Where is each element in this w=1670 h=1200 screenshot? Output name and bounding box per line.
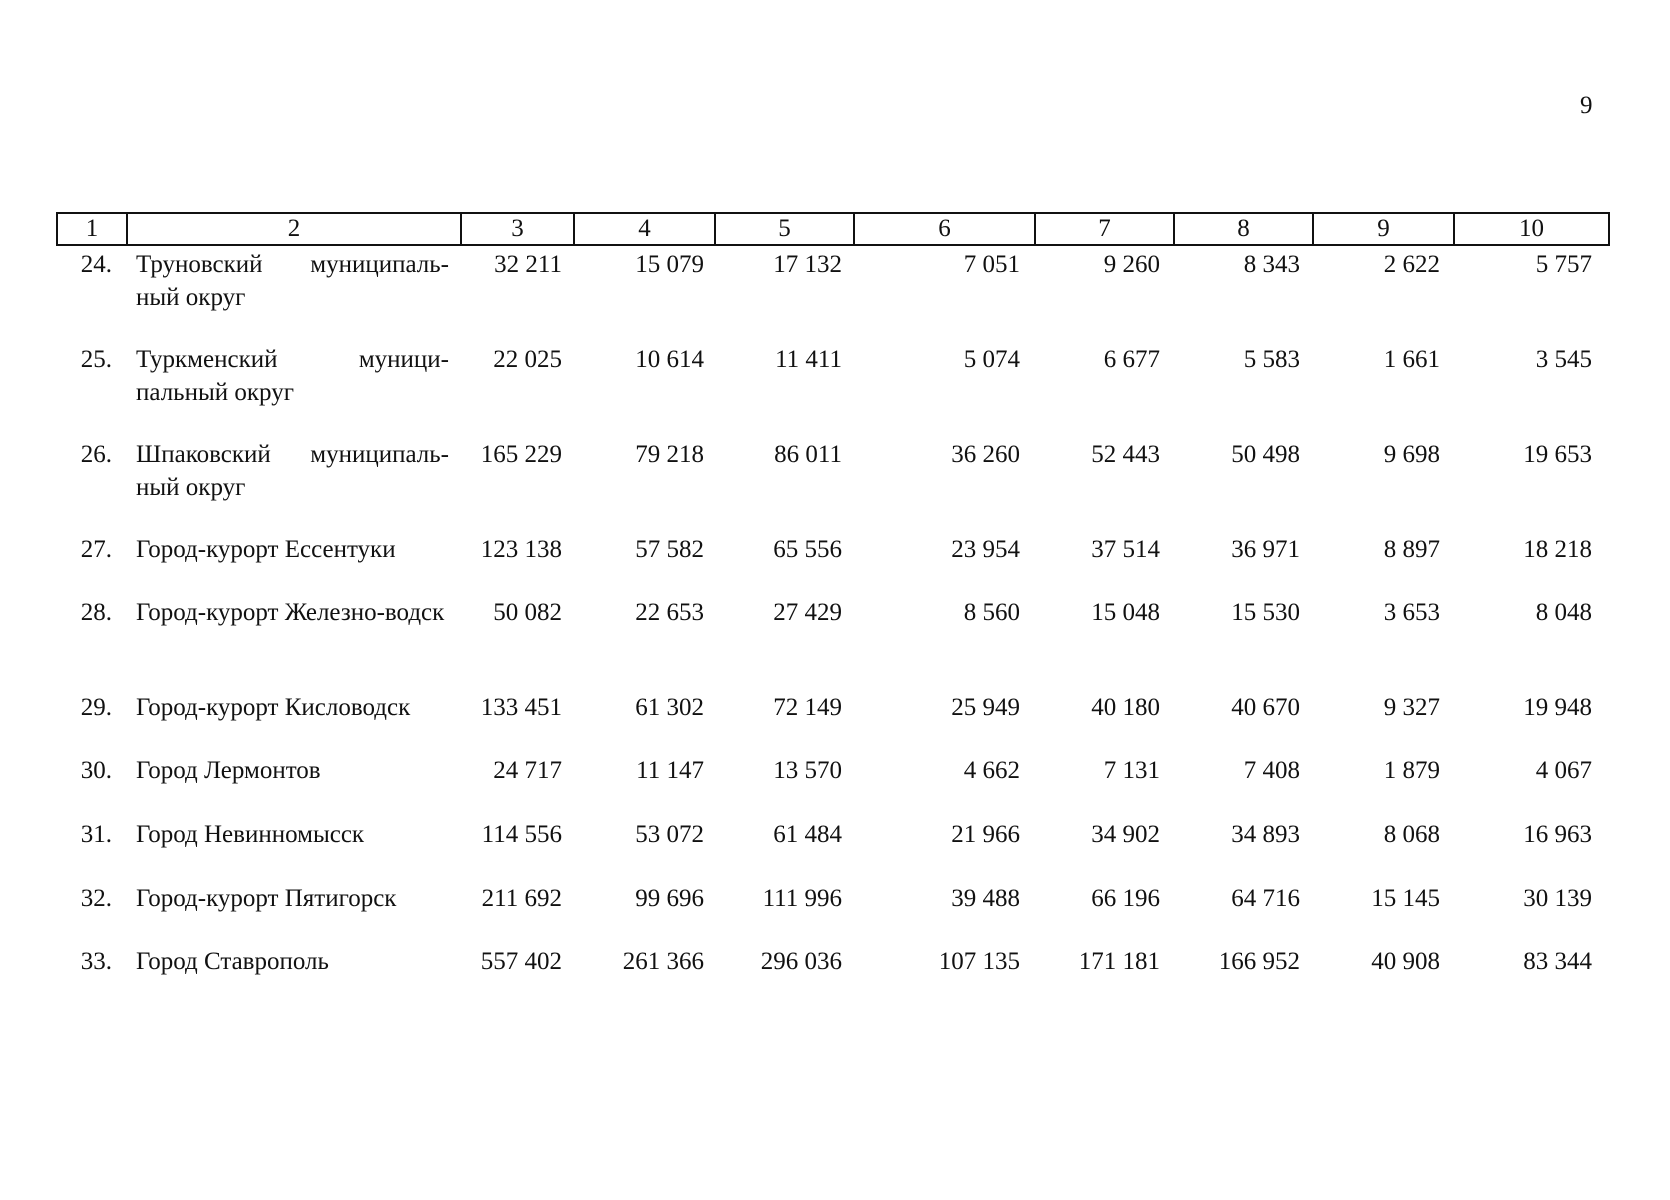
value-col-3: 24 717 (493, 757, 562, 784)
header-cell-7: 7 (1035, 213, 1174, 245)
value-col-10: 4 067 (1535, 757, 1592, 784)
value-col-3: 114 556 (481, 821, 562, 848)
value-col-8: 8 343 (1243, 251, 1300, 278)
row-number: 24. (80, 251, 112, 278)
value-col-10: 16 963 (1523, 821, 1592, 848)
value-col-7: 66 196 (1091, 885, 1160, 912)
value-col-10: 8 048 (1535, 599, 1592, 626)
value-col-5: 13 570 (773, 757, 842, 784)
value-col-10: 3 545 (1535, 346, 1592, 373)
value-col-5: 296 036 (760, 948, 842, 975)
value-col-6: 5 074 (963, 346, 1020, 373)
value-col-4: 57 582 (635, 536, 704, 563)
value-col-6: 107 135 (938, 948, 1020, 975)
municipality-name: Город-курорт Пятигорск (136, 885, 397, 912)
row-number: 26. (80, 441, 112, 468)
header-cell-5: 5 (715, 213, 854, 245)
value-col-6: 21 966 (951, 821, 1020, 848)
header-cell-10: 10 (1454, 213, 1609, 245)
value-col-8: 166 952 (1218, 948, 1300, 975)
value-col-7: 37 514 (1091, 536, 1160, 563)
value-col-5: 72 149 (773, 694, 842, 721)
value-col-9: 9 698 (1383, 441, 1440, 468)
value-col-8: 7 408 (1243, 757, 1300, 784)
value-col-4: 79 218 (635, 441, 704, 468)
value-col-10: 19 653 (1523, 441, 1592, 468)
row-number: 30. (80, 757, 112, 784)
value-col-8: 36 971 (1231, 536, 1300, 563)
value-col-9: 2 622 (1383, 251, 1440, 278)
municipality-name: Город Ставрополь (136, 948, 329, 975)
value-col-4: 61 302 (635, 694, 704, 721)
value-col-4: 99 696 (635, 885, 704, 912)
value-col-4: 10 614 (635, 346, 704, 373)
value-col-6: 36 260 (951, 441, 1020, 468)
value-col-4: 11 147 (636, 757, 704, 784)
value-col-4: 261 366 (622, 948, 704, 975)
value-col-5: 65 556 (773, 536, 842, 563)
value-col-7: 7 131 (1103, 757, 1160, 784)
value-col-4: 22 653 (635, 599, 704, 626)
municipality-name: Туркменский муници-пальный округ (136, 346, 449, 406)
value-col-9: 40 908 (1371, 948, 1440, 975)
value-col-6: 4 662 (963, 757, 1020, 784)
value-col-6: 23 954 (951, 536, 1020, 563)
municipality-name: Город Лермонтов (136, 757, 321, 784)
value-col-5: 86 011 (774, 441, 842, 468)
municipality-name: Город Невинномысск (136, 821, 365, 848)
value-col-10: 83 344 (1523, 948, 1592, 975)
value-col-4: 15 079 (635, 251, 704, 278)
value-col-8: 5 583 (1243, 346, 1300, 373)
header-row (57, 213, 1609, 245)
value-col-9: 1 879 (1383, 757, 1440, 784)
value-col-6: 7 051 (963, 251, 1020, 278)
value-col-9: 15 145 (1371, 885, 1440, 912)
value-col-7: 40 180 (1091, 694, 1160, 721)
header-cell-1: 1 (57, 213, 127, 245)
row-number: 31. (80, 821, 112, 848)
value-col-8: 50 498 (1231, 441, 1300, 468)
value-col-10: 5 757 (1535, 251, 1592, 278)
value-col-5: 61 484 (773, 821, 842, 848)
value-col-6: 39 488 (951, 885, 1020, 912)
value-col-7: 34 902 (1091, 821, 1160, 848)
value-col-7: 9 260 (1103, 251, 1160, 278)
value-col-9: 8 068 (1383, 821, 1440, 848)
value-col-3: 557 402 (480, 948, 562, 975)
header-cell-6: 6 (854, 213, 1035, 245)
value-col-6: 25 949 (951, 694, 1020, 721)
value-col-3: 165 229 (480, 441, 562, 468)
value-col-3: 123 138 (480, 536, 562, 563)
header-cell-3: 3 (461, 213, 574, 245)
value-col-3: 211 692 (481, 885, 562, 912)
value-col-3: 133 451 (480, 694, 562, 721)
value-col-8: 34 893 (1231, 821, 1300, 848)
value-col-10: 18 218 (1523, 536, 1592, 563)
value-col-8: 40 670 (1231, 694, 1300, 721)
value-col-5: 11 411 (775, 346, 842, 373)
header-cell-4: 4 (574, 213, 715, 245)
value-col-5: 111 996 (762, 885, 842, 912)
value-col-9: 3 653 (1383, 599, 1440, 626)
value-col-10: 30 139 (1523, 885, 1592, 912)
value-col-9: 9 327 (1383, 694, 1440, 721)
page-number: 9 (1580, 92, 1593, 119)
municipality-name: Шпаковский муниципаль-ный округ (136, 441, 449, 501)
value-col-9: 1 661 (1383, 346, 1440, 373)
value-col-4: 53 072 (635, 821, 704, 848)
header-cell-9: 9 (1313, 213, 1454, 245)
value-col-3: 22 025 (493, 346, 562, 373)
value-col-8: 15 530 (1231, 599, 1300, 626)
value-col-10: 19 948 (1523, 694, 1592, 721)
row-number: 27. (80, 536, 112, 563)
row-number: 33. (80, 948, 112, 975)
header-cell-2: 2 (127, 213, 461, 245)
municipality-name: Труновский муниципаль-ный округ (136, 251, 449, 311)
header-cell-8: 8 (1174, 213, 1313, 245)
value-col-7: 6 677 (1103, 346, 1160, 373)
municipality-name: Город-курорт Ессентуки (136, 536, 396, 563)
value-col-7: 171 181 (1078, 948, 1160, 975)
value-col-6: 8 560 (963, 599, 1020, 626)
municipality-name: Город-курорт Кисловодск (136, 694, 411, 721)
value-col-7: 15 048 (1091, 599, 1160, 626)
value-col-9: 8 897 (1383, 536, 1440, 563)
value-col-5: 27 429 (773, 599, 842, 626)
row-number: 28. (80, 599, 112, 626)
value-col-3: 32 211 (494, 251, 562, 278)
row-number: 29. (80, 694, 112, 721)
row-number: 25. (80, 346, 112, 373)
column-number-header (56, 212, 1610, 246)
municipality-name: Город-курорт Железно-водск (136, 599, 445, 626)
value-col-5: 17 132 (773, 251, 842, 278)
row-number: 32. (80, 885, 112, 912)
value-col-8: 64 716 (1231, 885, 1300, 912)
value-col-3: 50 082 (493, 599, 562, 626)
value-col-7: 52 443 (1091, 441, 1160, 468)
